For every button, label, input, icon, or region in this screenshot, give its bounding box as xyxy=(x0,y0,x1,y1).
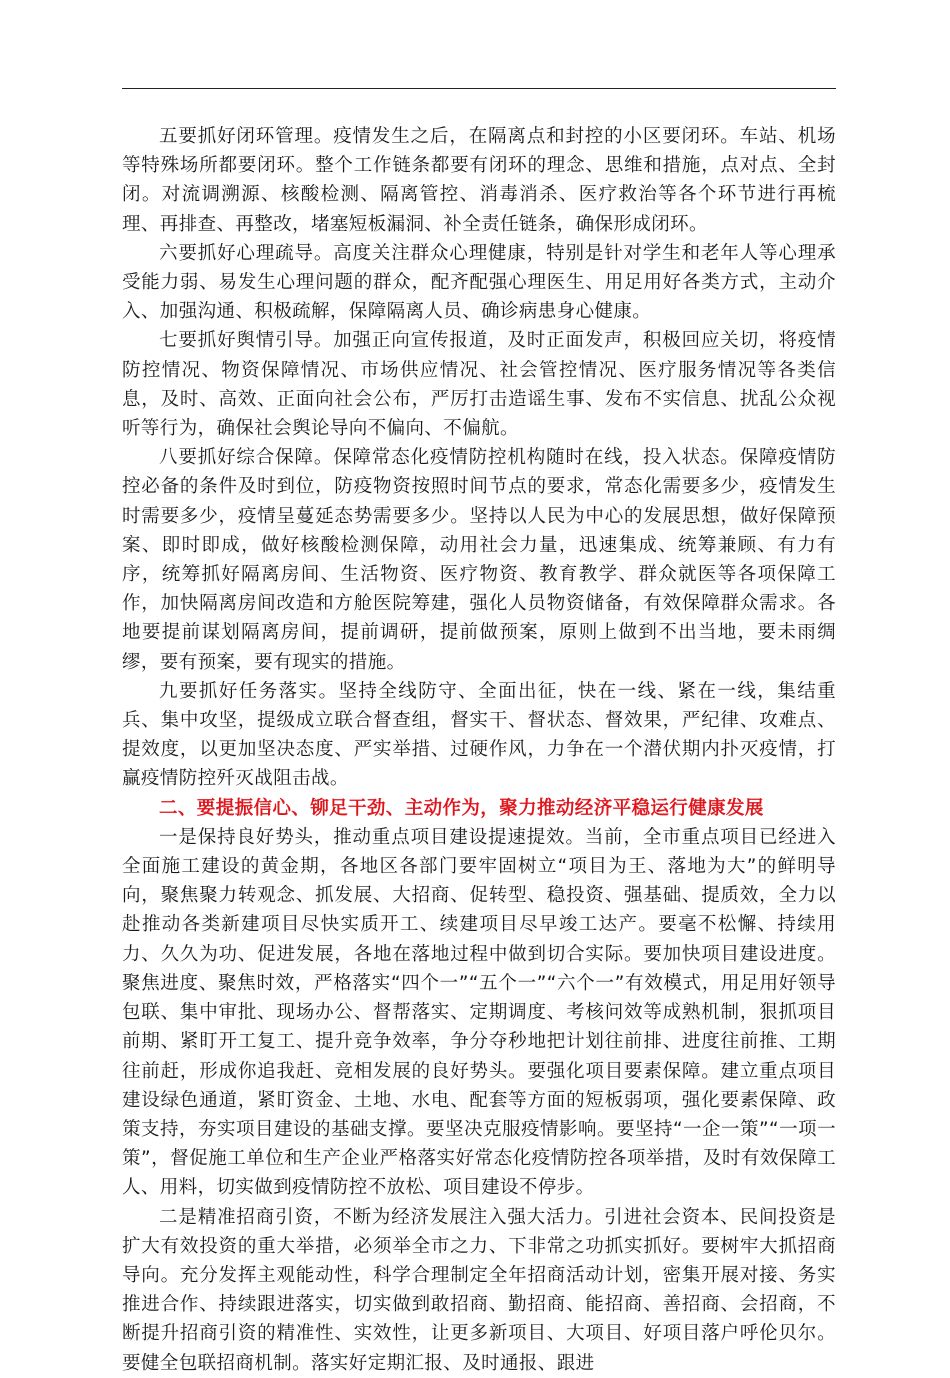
paragraph-five: 五要抓好闭环管理。疫情发生之后，在隔离点和封控的小区要闭环。车站、机场等特殊场所都要闭环。整个工作链条都要有闭环的理念、思维和措施，点对点、全封闭。对流调溯源、核酸检测、隔离管控、消毒消杀、医疗救治等各个环节进行再梳理、再排查、再整改，堵塞短板漏洞、补全责任链条，确保形成闭环。 xyxy=(122,126,836,235)
document-body xyxy=(122,122,836,1378)
paragraph-nine: 九要抓好任务落实。坚持全线防守、全面出征，快在一线、紧在一线，集结重兵、集中攻坚，提级成立联合督查组，督实干、督状态、督效果，严纪律、攻难点、提效度，以更加坚决态度、严实举措、过硬作风，力争在一个潜伏期内扑灭疫情，打赢疫情防控歼灭战阻击战。 xyxy=(122,680,836,790)
paragraph-seven: 七要抓好舆情引导。加强正向宣传报道，及时正面发声，积极回应关切，将疫情防控情况、物资保障情况、市场供应情况、社会管控情况、医疗服务情况等各类信息，及时、高效、正面向社会公布，严厉打击造谣生事、发布不实信息、扰乱公众视听等行为，确保社会舆论导向不偏向、不偏航。 xyxy=(122,330,836,440)
paragraph-project-construction: 一是保持良好势头，推动重点项目建设提速提效。当前，全市重点项目已经进入全面施工建设的黄金期，各地区各部门要牢固树立“项目为王、落地为大”的鲜明导向，聚焦聚力转观念、抓发展、大招商、促转型、稳投资、强基础、提质效，全力以赴推动各类新建项目尽快实质开工、续建项目尽早竣工达产。要毫不松懈、持续用力、久久为功、促进发展，各地在落地过程中做到切合实际。要加快项目建设进度。聚焦进度、聚焦时效，严格落实“四个一”“五个一”“六个一”有效模式，用足用好领导包联、集中审批、现场办公、督帮落实、定期调度、考核问效等成熟机制，狠抓项目前期、紧盯开工复工、提升竞争效率，争分夺秒地把计划往前排、进度往前推、工期往前赶，形成你追我赶、竞相发展的良好势头。要强化项目要素保障。建立重点项目建设绿色通道，紧盯资金、土地、水电、配套等方面的短板弱项，强化要素保障、政策支持，夯实项目建设的基础支撑。要坚决克服疫情影响。要坚持“一企一策”“一项一策”，督促施工单位和生产企业严格落实好常态化疫情防控各项举措，及时有效保障工人、用料，切实做到疫情防控不放松、项目建设不停步。 xyxy=(122,826,836,1199)
header-rule xyxy=(122,88,836,89)
section-heading: 二、要提振信心、铆足干劲、主动作为，聚力推动经济平稳运行健康发展 xyxy=(159,797,764,819)
paragraph-eight: 八要抓好综合保障。保障常态化疫情防控机构随时在线，投入状态。保障疫情防控必备的条件及时到位，防疫物资按照时间节点的要求，常态化需要多少，疫情发生时需要多少，疫情呈蔓延态势需要多少。坚持以人民为中心的发展思想，做好保障预案、即时即成，做好核酸检测保障，动用社会力量，迅速集成、统筹兼顾、有力有序，统筹抓好隔离房间、生活物资、医疗物资、教育教学、群众就医等各项保障工作，加快隔离房间改造和方舱医院筹建，强化人员物资储备，有效保障群众需求。各地要提前谋划隔离房间，提前调研，提前做预案，原则上做到不出当地，要未雨绸缪，要有预案，要有现实的措施。 xyxy=(122,447,836,673)
paragraph-investment-attraction: 二是精准招商引资，不断为经济发展注入强大活力。引进社会资本、民间投资是扩大有效投资的重大举措，必须举全市之力、下非常之功抓实抓好。要树牢大抓招商导向。充分发挥主观能动性，科学合理制定全年招商活动计划，密集开展对接、务实推进合作、持续跟进落实，切实做到敢招商、勤招商、能招商、善招商、会招商，不断提升招商引资的精准性、实效性，让更多新项目、大项目、好项目落户呼伦贝尔。要健全包联招商机制。落实好定期汇报、及时通报、跟进 xyxy=(122,1206,836,1374)
paragraph-six: 六要抓好心理疏导。高度关注群众心理健康，特别是针对学生和老年人等心理承受能力弱、易发生心理问题的群众，配齐配强心理医生、用足用好各类方式，主动介入、加强沟通、积极疏解，保障隔离人员、确诊病患身心健康。 xyxy=(122,242,836,323)
